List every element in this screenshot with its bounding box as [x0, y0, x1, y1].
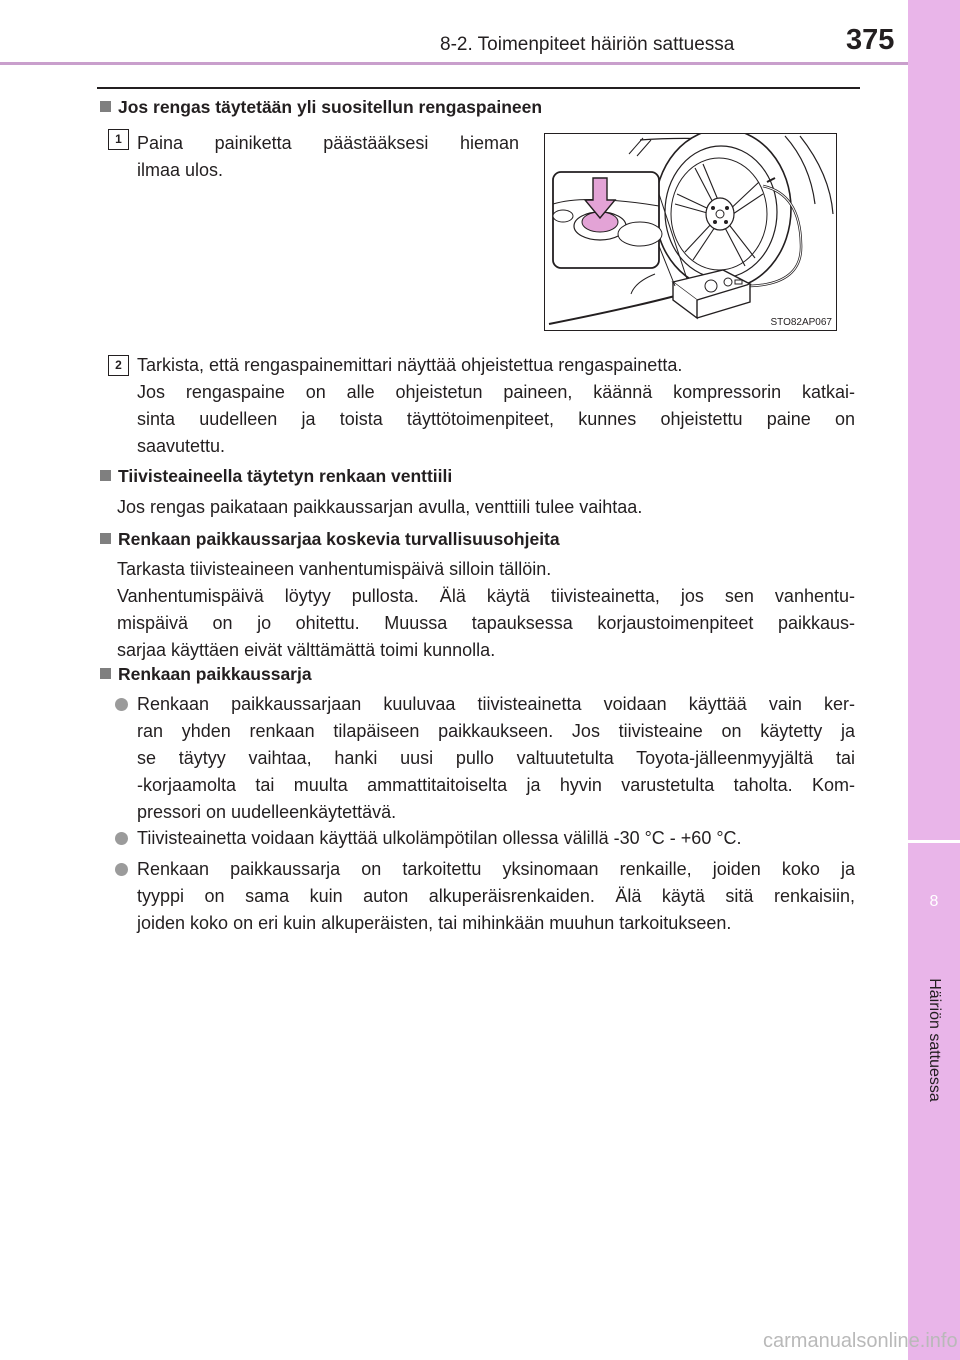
round-bullet-icon	[115, 832, 128, 845]
step-number-2: 2	[108, 355, 129, 376]
round-bullet-icon	[115, 698, 128, 711]
square-bullet-icon	[100, 668, 111, 679]
step-2-text: Tarkista, että rengaspainemittari näyttää ohjeistettua rengaspainetta. Jos rengaspaine on alle ohjeistetun paineen, käännä kompressorin katkai- sinta uudelleen ja toista täyttötoimenpiteet, kunnes ohjeistettu paine on saavutettu.	[137, 355, 855, 456]
section-top-rule	[97, 87, 860, 89]
section-heading: Jos rengas täytetään yli suositellun rengaspaineen	[100, 97, 542, 118]
step-1-text: Paina painiketta päästääksesi hieman ilmaa ulos.	[137, 133, 519, 180]
chapter-title: Häiriön sattuessa	[926, 978, 943, 1102]
section-3-text: Tarkasta tiivisteaineen vanhentumispäivä silloin tällöin. Vanhentumispäivä löytyy pullosta. Älä käytä tiivisteainetta, jos sen vanhentu- mispäivä on jo ohitettu. Muussa tapauksessa korjaustoimenpiteet paikkaus- sarjaa käyttäen eivät välttämättä toimi kunnolla.	[117, 559, 855, 660]
section-heading: Renkaan paikkaussarja	[100, 664, 312, 685]
section-heading: Tiivisteaineella täytetyn renkaan venttiili	[100, 466, 452, 487]
square-bullet-icon	[100, 101, 111, 112]
section-heading: Renkaan paikkaussarjaa koskevia turvallisuusohjeita	[100, 529, 560, 550]
step-number-1: 1	[108, 129, 129, 150]
chapter-number: 8	[929, 893, 939, 910]
round-bullet-icon	[115, 863, 128, 876]
square-bullet-icon	[100, 533, 111, 544]
header-title: 8-2. Toimenpiteet häiriön sattuessa	[440, 34, 735, 55]
square-bullet-icon	[100, 470, 111, 481]
chapter-side-tab	[908, 0, 960, 1360]
watermark: carmanualsonline.info	[763, 1330, 958, 1352]
section-2-text: Jos rengas paikataan paikkaussarjan avulla, venttiili tulee vaihtaa.	[117, 497, 643, 517]
compressor-illustration	[544, 133, 837, 331]
side-tab-divider	[908, 840, 960, 843]
tire-compressor-drawing	[545, 134, 836, 330]
header-rule	[0, 62, 908, 65]
illustration-code: STO82AP067	[770, 317, 832, 328]
page-number: 375	[846, 24, 895, 56]
